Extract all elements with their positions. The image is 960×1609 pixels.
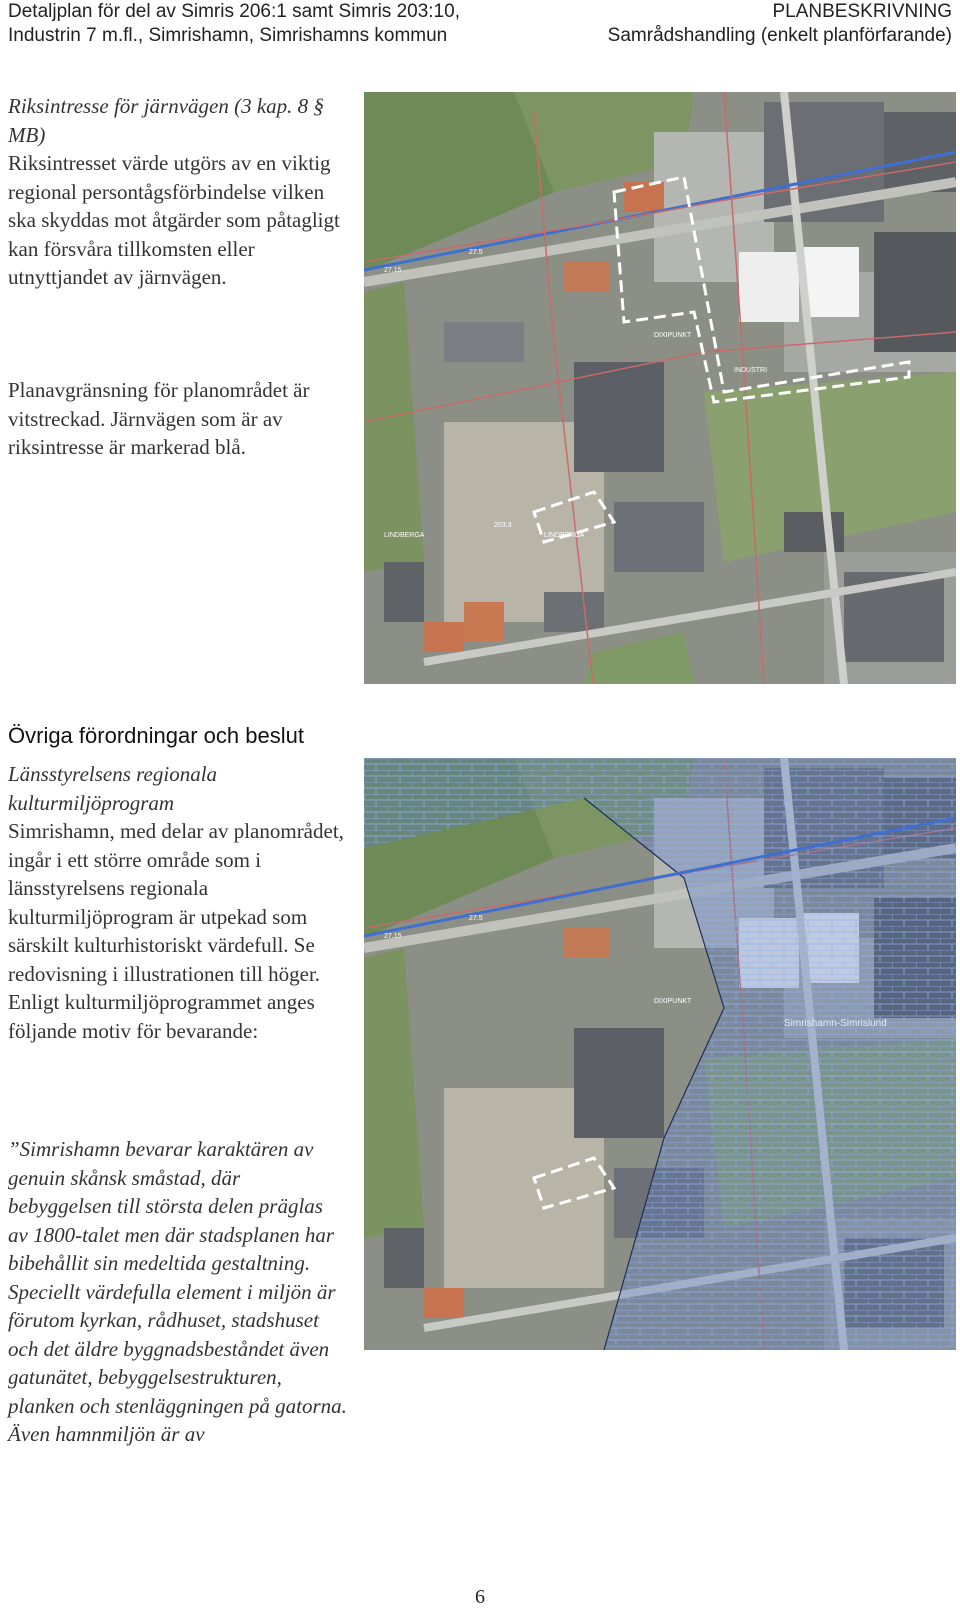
header-document-status: Samrådshandling (enkelt planförfarande)	[607, 25, 952, 46]
map2-label-dixipunkt: DIXIPUNKT	[654, 998, 692, 1005]
map2-label-27-5: 27.5	[469, 915, 483, 922]
page-number: 6	[475, 1586, 485, 1608]
header-left	[8, 0, 460, 48]
aerial-map-2-svg	[364, 758, 956, 1350]
header-project-location: Industrin 7 m.fl., Simrishamn, Simrishamns kommun	[8, 25, 448, 46]
map1-label-27-5: 27.5	[469, 249, 483, 256]
map1-caption: Planavgränsning för planområdet är vitstreckad. Järnvägen som är av riksintresse är markerad blå.	[8, 378, 310, 459]
aerial-map-1-svg	[364, 92, 956, 684]
header-right	[608, 0, 952, 48]
map1-label-dixipunkt: DIXIPUNKT	[654, 332, 692, 339]
header-project-title: Detaljplan för del av Simris 206:1 samt Simris 203:10,	[8, 1, 460, 22]
aerial-map-heritage-overlay	[364, 758, 956, 1350]
map1-label-industri: INDUSTRI	[734, 367, 768, 374]
header-document-type: PLANBESKRIVNING	[772, 1, 952, 22]
riksintresse-body: Riksintresset värde utgörs av en viktig regional persontågsförbindelse vilken ska skyddas mot åtgärder som påtagligt kan försvåra tillkomsten eller utnyttjandet av järnvägen.	[8, 151, 340, 289]
kulturmiljo-subheading: Länsstyrelsens regionala kulturmiljöprogram	[8, 762, 218, 815]
map1-label-203-3: 203:3	[494, 522, 512, 529]
map2-label-27-15: 27.15	[384, 933, 402, 940]
page-header	[8, 0, 952, 48]
map1-label-lindberga: LINDBERGA	[384, 532, 425, 539]
kulturmiljo-body: Simrishamn, med delar av planområdet, ingår i ett större område som i länsstyrelsens regionala kulturmiljöprogram är utpekad som särskilt kulturhistoriskt värdefull. Se redovisning i illustrationen till höger. Enligt kulturmiljöprogrammet anges följande motiv för bevarande:	[8, 819, 344, 1043]
map1-label-27-15: 27.15	[384, 267, 402, 274]
map1-label-lindberga-2: LINDBERGA	[544, 532, 585, 539]
kulturmiljo-quote: ”Simrishamn bevarar karaktären av genuin skånsk småstad, där bebyggelsen till största delen präglas av 1800-talet men där stadsplanen har bibehållit sin medeltida gestaltning. Speciellt värdefulla element i miljön är förutom kyrkan, rådhuset, stadshuset och det äldre byggnadsbeståndet även gatunätet, bebyggelsestrukturen, planken och stenläggningen på gatorna. Även hamnmiljön är av	[8, 1137, 347, 1446]
map2-label-simrishamn: Simrishamn-Simrislund	[784, 1018, 887, 1029]
riksintresse-heading: Riksintresse för järnvägen (3 kap. 8 § MB)	[8, 94, 324, 147]
aerial-map-plan-boundary	[364, 92, 956, 684]
section-heading-ovriga: Övriga förordningar och beslut	[8, 723, 304, 748]
